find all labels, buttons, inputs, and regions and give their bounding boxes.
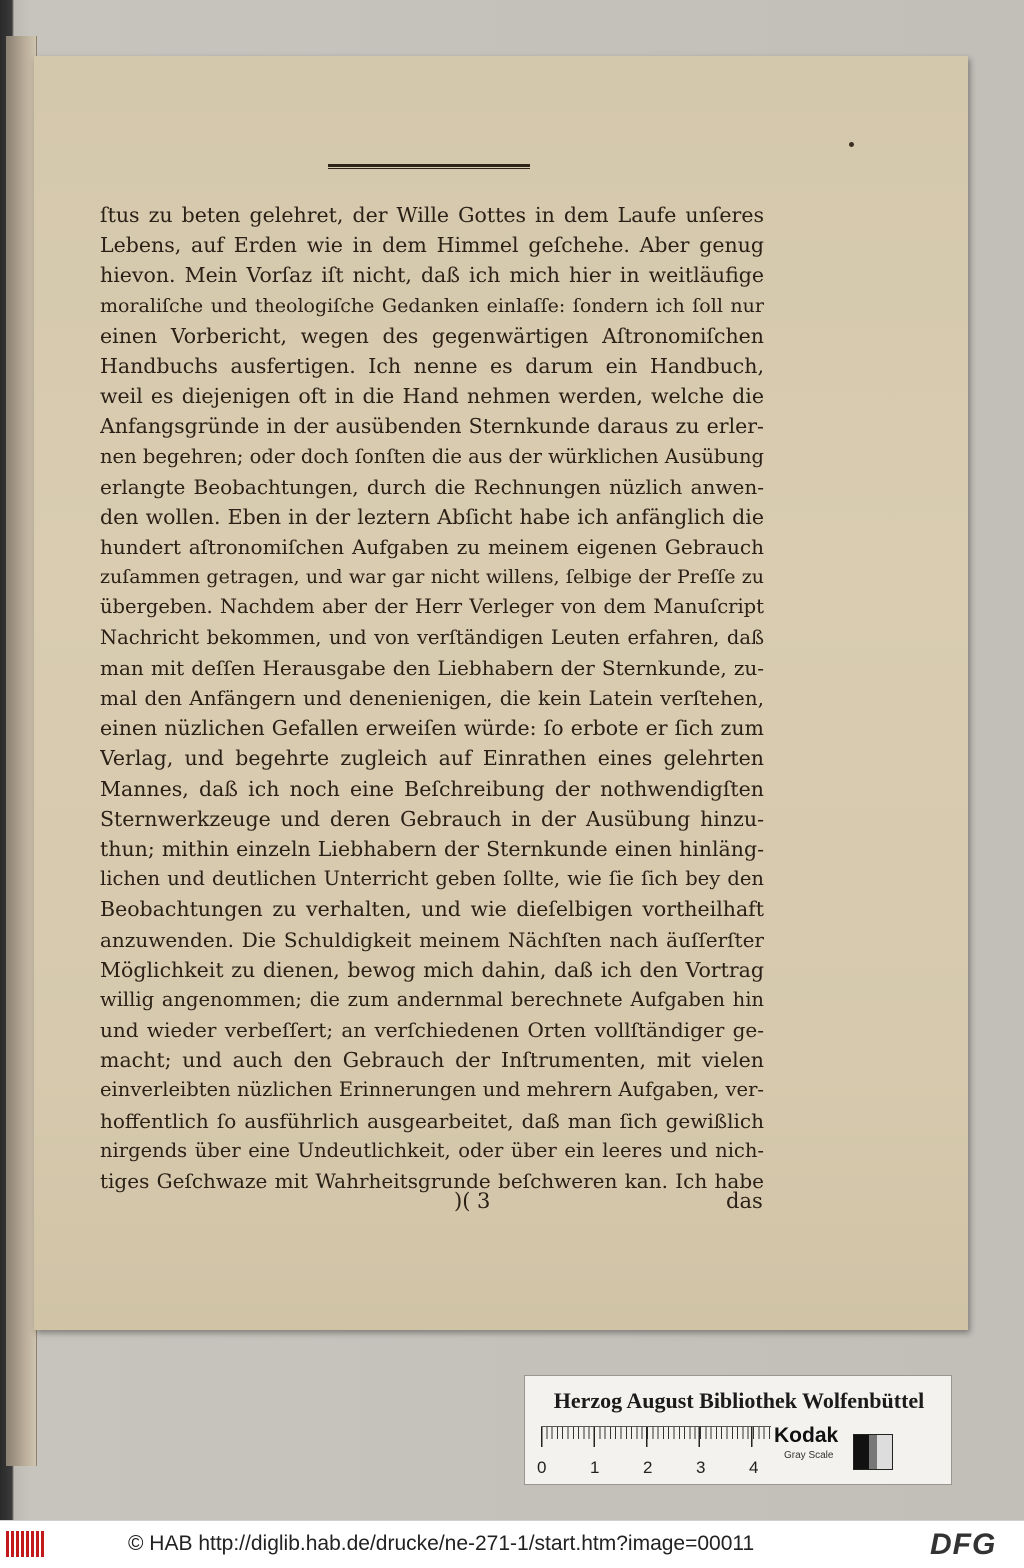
previous-page-edge	[6, 36, 37, 1466]
text-line: ſtus zu beten gelehret, der Wille Gottes in dem Laufe unſeres	[100, 203, 764, 227]
text-line: einen nüzlichen Gefallen erweiſen würde: ſo erbote er ſich zum	[100, 716, 764, 741]
text-line: macht; und auch den Gebrauch der Inſtrumenten, mit vielen	[100, 1048, 764, 1073]
text-line: tiges Geſchwaze mit Wahrheitsgrunde beſchweren kan. Ich habe	[100, 1169, 764, 1193]
text-line: thun; mithin einzeln Liebhabern der Sternkunde einen hinläng-	[100, 836, 764, 861]
ruler-number: 4	[749, 1458, 759, 1477]
ruler-number: 0	[537, 1458, 547, 1477]
text-line: zuſammen getragen, und war gar nicht willens, ſelbige der Preſſe zu	[100, 566, 764, 589]
ruler-number: 2	[643, 1458, 653, 1477]
text-line: erlangte Beobachtungen, durch die Rechnungen nüzlich anwen-	[100, 474, 764, 499]
gray-scale-swatch	[853, 1434, 893, 1470]
ruler-number: 1	[590, 1458, 600, 1477]
text-line: übergeben. Nachdem aber der Herr Verleger von dem Manuſcript	[100, 595, 764, 619]
text-line: hundert aſtronomiſchen Aufgaben zu meinem eigenen Gebrauch	[100, 535, 764, 560]
copyright-url[interactable]: © HAB http://diglib.hab.de/drucke/ne-271-1/start.htm?image=00011	[128, 1532, 755, 1555]
ruler-number: 3	[696, 1458, 706, 1477]
text-line: Mannes, daß ich noch eine Beſchreibung der nothwendigſten	[100, 776, 764, 801]
text-line: Verlag, und begehrte zugleich auf Einrathen eines gelehrten	[100, 746, 764, 771]
text-line: moraliſche und theologiſche Gedanken einlaſſe: ſondern ich ſoll nur	[100, 294, 764, 317]
catchword: das	[726, 1189, 763, 1213]
kodak-logo: Kodak	[774, 1424, 839, 1447]
text-line: Anfangsgründe in der ausübenden Sternkunde daraus zu erler-	[100, 414, 764, 439]
text-line: Handbuchs ausfertigen. Ich nenne es darum ein Handbuch,	[100, 353, 764, 378]
text-line: man mit deſſen Herausgabe den Liebhabern der Sternkunde, zu-	[100, 655, 764, 680]
text-line: hoffentlich ſo ausführlich ausgearbeitet, daß man ſich gewißlich	[100, 1108, 764, 1133]
text-line: nirgends über eine Undeutlichkeit, oder über ein leeres und nich-	[100, 1138, 764, 1162]
library-name: Herzog August Bibliothek Wolfenbüttel	[553, 1388, 925, 1413]
text-line: Möglichkeit zu dienen, bewog mich dahin, daß ich den Vortrag	[100, 957, 764, 982]
gray-scale-label: Gray Scale	[784, 1450, 834, 1461]
text-line: lichen und deutlichen Unterricht geben ſollte, wie ſie ſich bey den	[100, 867, 764, 891]
text-line: Lebens, auf Erden wie in dem Himmel geſchehe. Aber genug	[100, 233, 764, 258]
signature-mark: )( 3	[454, 1189, 491, 1213]
text-line: willig angenommen; die zum andernmal berechnete Aufgaben hin	[100, 987, 764, 1011]
text-line: Sternwerkzeuge und deren Gebrauch in der Ausübung hinzu-	[100, 806, 764, 831]
ruler-major-ticks	[541, 1427, 771, 1447]
library-label	[524, 1375, 952, 1485]
text-line: und wieder verbeſſert; an verſchiedenen Orten vollſtändiger ge-	[100, 1018, 764, 1043]
measurement-ruler	[541, 1426, 771, 1449]
paper-speck	[849, 142, 854, 147]
text-line: hievon. Mein Vorſaz iſt nicht, daß ich mich hier in weitläufige	[100, 263, 764, 288]
hab-logo-icon	[6, 1531, 44, 1557]
text-line: einen Vorbericht, wegen des gegenwärtigen Aſtronomiſchen	[100, 323, 764, 348]
text-line: den wollen. Eben in der leztern Abſicht habe ich anfänglich die	[100, 504, 764, 529]
header-ornament-rule	[328, 164, 530, 169]
footer-bar	[0, 1520, 1024, 1568]
dfg-logo: DFG	[930, 1528, 997, 1561]
text-line: mal den Anfängern und denenienigen, die kein Latein verſtehen,	[100, 686, 764, 710]
text-line: anzuwenden. Die Schuldigkeit meinem Nächſten nach äuſſerſter	[100, 927, 764, 952]
text-line: Nachricht bekommen, und von verſtändigen Leuten erfahren, daß	[100, 625, 764, 649]
text-line: Beobachtungen zu verhalten, und wie dieſelbigen vortheilhaft	[100, 897, 764, 922]
page-text	[100, 200, 764, 1196]
text-line: nen begehren; oder doch ſonſten die aus der würklichen Ausübung	[100, 444, 764, 468]
text-line: einverleibten nüzlichen Erinnerungen und mehrern Aufgaben, ver-	[100, 1078, 764, 1102]
text-line: weil es diejenigen oft in die Hand nehmen werden, welche die	[100, 384, 764, 409]
